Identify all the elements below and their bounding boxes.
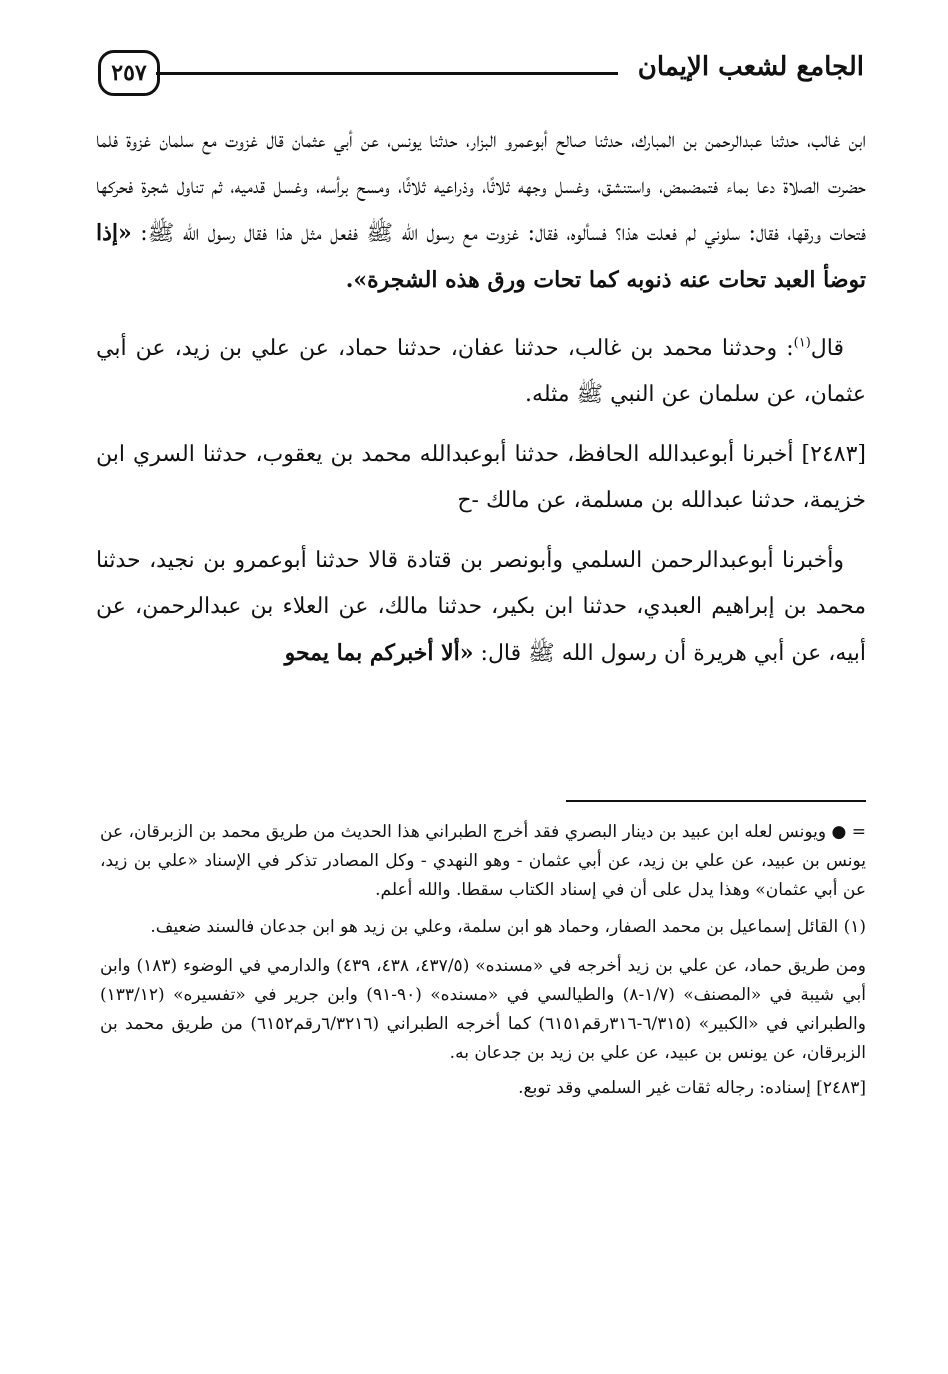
paragraph-1-text: ابن غالب، حدثنا عبدالرحمن بن المبارك، حدثنا صالح أبوعمرو البزار، حدثنا يونس، عن أبي عثمان قال غزوت مع سلمان غزوة فلما حضرت الصلاة دعا بماء فتمضمض، واستنشق، وغسل وجهه ثلاثًا، وذراعيه ثلاثًا، ومسح برأسه، وغسل قدميه، ثم تناول شجرة فحركها فتحات ورقها، فقال: سلوني لم فعلت هذا؟ فسألوه، فقال: غزوت مع رسول الله ﷺ ففعل مثل هذا فقال رسول الله ﷺ:	[96, 128, 866, 246]
paragraph-1-hadith-quote: «إذا توضأ العبد تحات عنه ذنوبه كما تحات ورق هذه الشجرة».	[96, 220, 866, 293]
paragraph-hadith-2483: [٢٤٨٣] أخبرنا أبوعبدالله الحافظ، حدثنا أبوعبدالله محمد بن يعقوب، حدثنا السري ابن خزيمة، حدثنا عبدالله بن مسلمة، عن مالك -ح	[96, 442, 866, 513]
footnote-1: (١) القائل إسماعيل بن محمد الصفار، وحماد هو ابن سلمة، وعلي بن زيد هو ابن جدعان فالسند ضعيف.	[150, 917, 866, 937]
footnote-ref-1: (١)	[793, 335, 811, 351]
paragraph-2-qala: قال	[810, 336, 844, 361]
main-text	[96, 118, 866, 691]
page-number: ٢٥٧	[111, 60, 147, 86]
footnote-separator	[566, 800, 866, 802]
footnotes	[100, 818, 866, 1109]
running-header-title: الجامع لشعب الإيمان	[637, 52, 864, 82]
footnote-2483-isnad: [٢٤٨٣] إسناده: رجاله ثقات غير السلمي وقد توبع.	[518, 1078, 866, 1098]
header-rule	[156, 72, 618, 75]
paragraph-4-hadith-quote: «ألا أخبركم بما يمحو	[284, 640, 474, 666]
paragraph-hadith-2483-chain	[96, 538, 866, 677]
footnote-continued: = ● ويونس لعله ابن عبيد بن دينار البصري فقد أخرج الطبراني هذا الحديث من طريق محمد بن الزبرقان، عن يونس بن عبيد، عن علي بن زيد، عن أبي عثمان - وهو النهدي - وكل المصادر تذكر في الإسناد «علي بن زيد، عن أبي عثمان» وهذا يدل على أن في إسناد الكتاب سقطا. والله أعلم.	[100, 822, 866, 900]
paragraph-hadith-2	[96, 326, 866, 418]
paragraph-2-text: : وحدثنا محمد بن غالب، حدثنا عفان، حدثنا حماد، عن علي بن زيد، عن أبي عثمان، عن سلمان عن النبي ﷺ مثله.	[96, 336, 866, 407]
paragraph-4-text: وأخبرنا أبوعبدالرحمن السلمي وأبونصر بن قتادة قالا حدثنا أبوعمرو بن نجيد، حدثنا محمد بن إبراهيم العبدي، حدثنا ابن بكير، حدثنا مالك، عن العلاء بن عبدالرحمن، عن أبيه، عن أبي هريرة أن رسول الله ﷺ قال:	[96, 548, 866, 666]
page-number-box	[98, 50, 160, 96]
paragraph-hadith-1	[96, 118, 866, 304]
footnote-1-takhrij: ومن طريق حماد، عن علي بن زيد أخرجه في «مسنده» (٤٣٧/٥، ٤٣٨، ٤٣٩) والدارمي في الوضوء (١٨٣) وابن أبي شيبة في «المصنف» (١/٧-٨) والطيالسي في «مسنده» (٩٠-٩١) وابن جرير في «تفسيره» (١٣٣/١٢) والطبراني في «الكبير» (٦/٣١٥-٣١٦رقم٦١٥١) كما أخرجه الطبراني (٦/٣٢١٦رقم٦١٥٢) من طريق محمد بن الزبرقان، عن يونس بن عبيد، عن علي بن زيد بن جدعان به.	[100, 956, 867, 1063]
